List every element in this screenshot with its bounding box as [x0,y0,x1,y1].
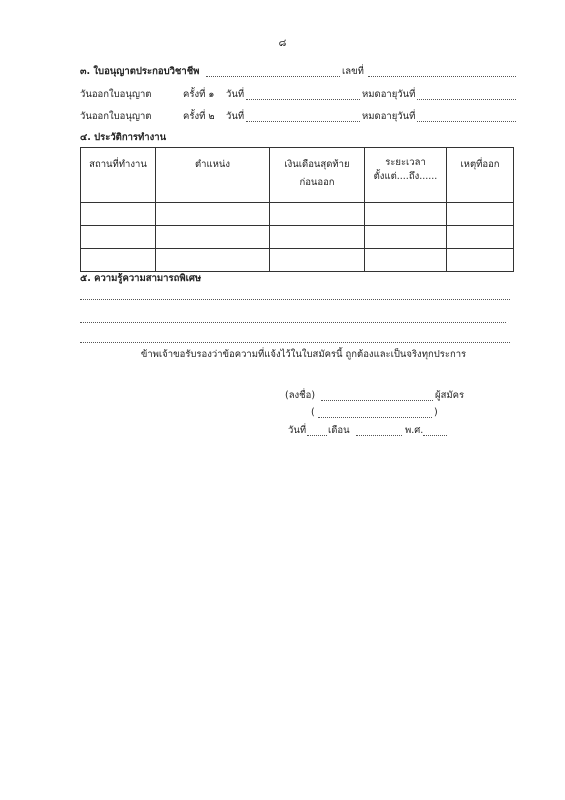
printed-name-line[interactable] [318,417,432,418]
table-cell[interactable] [81,226,156,249]
license-number-line[interactable] [368,76,516,77]
page-number: ๘ [278,38,287,49]
header-workplace: สถานที่ทำงาน [81,148,156,203]
table-cell[interactable] [81,203,156,226]
expire-line-1[interactable] [417,99,516,100]
special-skills-line-1[interactable] [80,299,510,300]
header-reason-left: เหตุที่ออก [447,148,514,203]
issue-date-label-2: วันออกใบอนุญาต [80,111,152,122]
table-row [81,249,514,272]
work-history-table [80,147,514,272]
issue-date-word-2: วันที่ [226,111,245,122]
table-cell[interactable] [270,226,365,249]
expire-line-2[interactable] [417,121,516,122]
issue-date-line-1[interactable] [246,99,360,100]
header-duration: ระยะเวลา ตั้งแต่....ถึง...... [365,148,447,203]
header-position: ตำแหน่ง [156,148,270,203]
license-name-line[interactable] [206,76,340,77]
sign-prefix: (ลงชื่อ) [285,390,316,401]
expire-label-2: หมดอายุวันที่ [362,111,416,122]
expire-label-1: หมดอายุวันที่ [362,89,416,100]
issue-date-label-1: วันออกใบอนุญาต [80,89,152,100]
sign-year-line[interactable] [423,435,447,436]
section4-title: ๔. ประวัติการทำงาน [80,132,167,143]
issue-round-2: ครั้งที่ ๒ [183,111,215,122]
name-close-paren: ) [434,407,438,418]
table-cell[interactable] [365,226,447,249]
work-history-header-row [81,148,514,203]
certification-statement: ข้าพเจ้าขอรับรองว่าข้อความที่แจ้งไว้ในใบสมัครนี้ ถูกต้องและเป็นจริงทุกประการ [140,349,467,360]
table-cell[interactable] [447,226,514,249]
table-cell[interactable] [270,203,365,226]
issue-round-1: ครั้งที่ ๑ [183,89,215,100]
sign-date-label: วันที่ [288,425,307,436]
sign-month-line[interactable] [356,435,402,436]
header-last-salary: เงินเดือนสุดท้าย ก่อนออก [270,148,365,203]
table-cell[interactable] [156,249,270,272]
table-row [81,226,514,249]
sign-year-label: พ.ศ. [405,425,424,436]
table-cell[interactable] [365,249,447,272]
table-cell[interactable] [156,203,270,226]
table-cell[interactable] [156,226,270,249]
section3-title: ๓. ใบอนุญาตประกอบวิชาชีพ [80,66,200,77]
sign-day-line[interactable] [307,435,327,436]
section5-title: ๕. ความรู้ความสามารถพิเศษ [80,273,202,284]
issue-date-line-2[interactable] [246,121,360,122]
table-cell[interactable] [447,249,514,272]
special-skills-line-3[interactable] [80,342,510,343]
sign-suffix: ผู้สมัคร [435,390,465,401]
table-cell[interactable] [365,203,447,226]
license-number-label: เลขที่ [342,66,364,77]
name-open-paren: ( [311,407,315,418]
issue-date-word-1: วันที่ [226,89,245,100]
sign-month-label: เดือน [328,425,350,436]
table-cell[interactable] [270,249,365,272]
special-skills-line-2[interactable] [80,322,506,323]
table-cell[interactable] [81,249,156,272]
table-row [81,203,514,226]
table-cell[interactable] [447,203,514,226]
signature-line[interactable] [321,400,433,401]
